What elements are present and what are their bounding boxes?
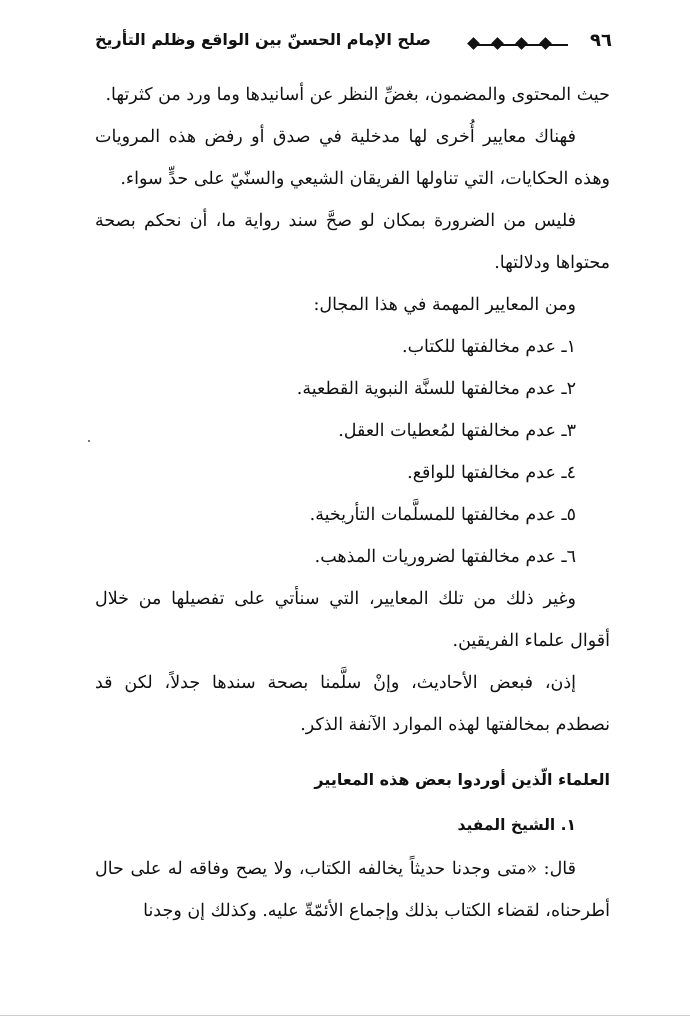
page-edge — [0, 1015, 690, 1016]
running-title: صلح الإمام الحسنّ بين الواقع وظلم التأريخ — [95, 30, 431, 49]
subsection-heading: ١. الشيخ المفيد — [457, 816, 576, 834]
criteria-item: ٢ـ عدم مخالفتها للسنَّة النبوية القطعية. — [296, 379, 576, 399]
paragraph: إذن، فبعض الأحاديث، وإنْ سلَّمنا بصحة سندها جدلاً، لكن قد نصطدم بمخالفتها لهذه الموارد الآنفة الذكر. — [95, 673, 610, 735]
paragraph: وغير ذلك من تلك المعايير، التي سنأتي على تفصيلها من خلال أقوال علماء الفريقين. — [95, 589, 610, 651]
paragraph: فهناك معايير أُخرى لها مدخلية في صدق أو رفض هذه المرويات وهذه الحكايات، التي تناولها الفريقان الشيعي والسنّيّ على حدٍّ سواء. — [95, 127, 610, 189]
section-heading: العلماء الّذين أوردوا بعض هذه المعايير — [314, 770, 610, 789]
criteria-item: ١ـ عدم مخالفتها للكتاب. — [402, 337, 576, 357]
paragraph: ومن المعايير المهمة في هذا المجال: — [313, 295, 576, 315]
page-body — [95, 74, 610, 932]
quote-paragraph: قال: «متى وجدنا حديثاً يخالفه الكتاب، ولا يصح وفاقه له على حال أطرحناه، لقضاء الكتاب بذلك وإجماع الأئمّةّ عليه. وكذلك إن وجدنا — [95, 859, 610, 921]
criteria-item: ٥ـ عدم مخالفتها للمسلَّمات التأريخية. — [309, 505, 576, 525]
scan-speck — [88, 440, 90, 442]
paragraph: فليس من الضرورة بمكان لو صحَّ سند رواية ما، أن نحكم بصحة محتواها ودلالتها. — [95, 211, 610, 273]
header-ornament-dot — [515, 37, 528, 50]
page-header — [95, 28, 612, 62]
criteria-item: ٦ـ عدم مخالفتها لضروريات المذهب. — [314, 547, 576, 567]
header-ornament-dot — [491, 37, 504, 50]
header-ornament-dot — [467, 37, 480, 50]
page-number: ٩٦ — [590, 30, 612, 51]
criteria-item: ٣ـ عدم مخالفتها لمُعطيات العقل. — [338, 421, 576, 441]
paragraph: حيث المحتوى والمضمون، بغضِّ النظر عن أسانيدها وما ورد من كثرتها. — [105, 85, 610, 105]
header-ornament-dot — [539, 37, 552, 50]
criteria-item: ٤ـ عدم مخالفتها للواقع. — [407, 463, 576, 483]
